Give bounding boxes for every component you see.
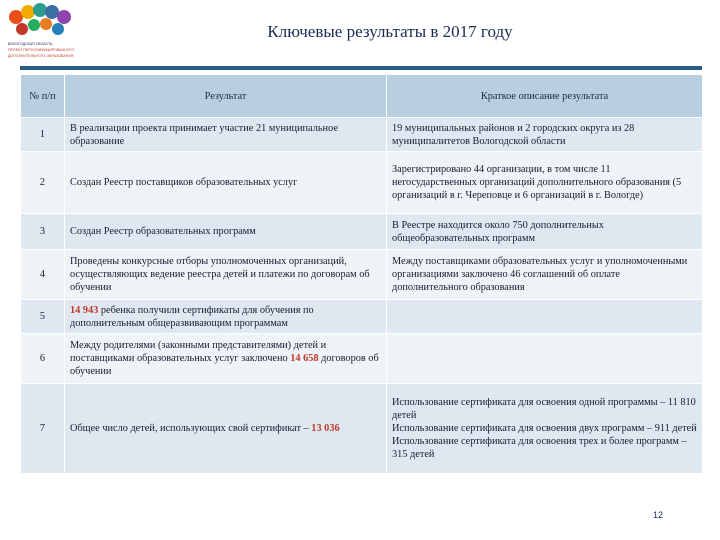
header-divider [20, 66, 702, 70]
row-result [65, 300, 387, 334]
usage-line-two-programs: Использование сертификата для освоения двух программ – 911 детей [392, 423, 697, 434]
row-description [387, 384, 703, 474]
row-result [65, 384, 387, 474]
row-number: 6 [21, 334, 65, 384]
row-result [65, 334, 387, 384]
contracts-count: 14 658 [290, 353, 319, 364]
logo-line-2: ПРОЕКТ ПЕРСОНИФИЦИРОВАННОГО [8, 48, 75, 52]
row-result-text: Между родителями (законными представителями) детей и поставщиками образовательных услуг заключено [70, 340, 327, 364]
row-number: 1 [21, 118, 65, 152]
row-number: 2 [21, 152, 65, 214]
usage-line-one-program: Использование сертификата для освоения одной программы – 11 810 детей [392, 397, 696, 421]
row-description: 19 муниципальных районов и 2 городских округа из 28 муниципалитетов Вологодской области [387, 118, 703, 152]
certificate-users-count: 13 036 [311, 423, 340, 434]
table-row [21, 250, 703, 300]
usage-line-three-programs: Использование сертификата для освоения трех и более программ – 315 детей [392, 436, 687, 460]
row-number: 3 [21, 214, 65, 250]
header-result: Результат [65, 75, 387, 118]
row-number: 5 [21, 300, 65, 334]
project-logo [6, 3, 86, 61]
row-result-text: Общее число детей, использующих свой сертификат – [70, 423, 312, 434]
table-row [21, 300, 703, 334]
header-description: Краткое описание результата [387, 75, 703, 118]
row-result: В реализации проекта принимает участие 21 муниципальное образование [65, 118, 387, 152]
logo-line-3: ДОПОЛНИТЕЛЬНОГО ОБРАЗОВАНИЯ [8, 54, 74, 58]
logo-line-1: ВОЛОГОДСКАЯ ОБЛАСТЬ [8, 42, 53, 46]
row-result: Создан Реестр поставщиков образовательных услуг [65, 152, 387, 214]
slide-header [0, 0, 720, 66]
row-description: Зарегистрировано 44 организации, в том числе 11 негосударственных организаций дополнительного образования (5 организаций в г. Череповце и 6 организаций в г. Вологде) [387, 152, 703, 214]
children-certificates-count: 14 943 [70, 304, 99, 316]
row-result: Проведены конкурсные отборы уполномоченных организаций, осуществляющих ведение реестра детей и платежи по договорам об обучении [65, 250, 387, 300]
row-description [387, 300, 703, 334]
row-result-tail: договоров об обучении [70, 353, 379, 377]
table-row [21, 152, 703, 214]
row-number: 7 [21, 384, 65, 474]
row-number: 4 [21, 250, 65, 300]
page-number: 12 [653, 510, 664, 520]
table-row [21, 334, 703, 384]
slide-title: Ключевые результаты в 2017 году [267, 22, 513, 41]
row-description: В Реестре находится около 750 дополнительных общеобразовательных программ [387, 214, 703, 250]
row-result: Создан Реестр образовательных программ [65, 214, 387, 250]
table-header-row [21, 75, 703, 118]
row-result-text: ребенка получили сертификаты для обучения по дополнительным общеразвивающим программам [70, 304, 314, 329]
table-row [21, 214, 703, 250]
table-row [21, 118, 703, 152]
header-number: № п/п [21, 75, 65, 118]
table-row [21, 384, 703, 474]
row-description [387, 334, 703, 384]
row-description: Между поставщиками образовательных услуг и уполномоченными организациями заключено 46 соглашений об оплате дополнительного образования [387, 250, 703, 300]
results-table [20, 74, 703, 474]
